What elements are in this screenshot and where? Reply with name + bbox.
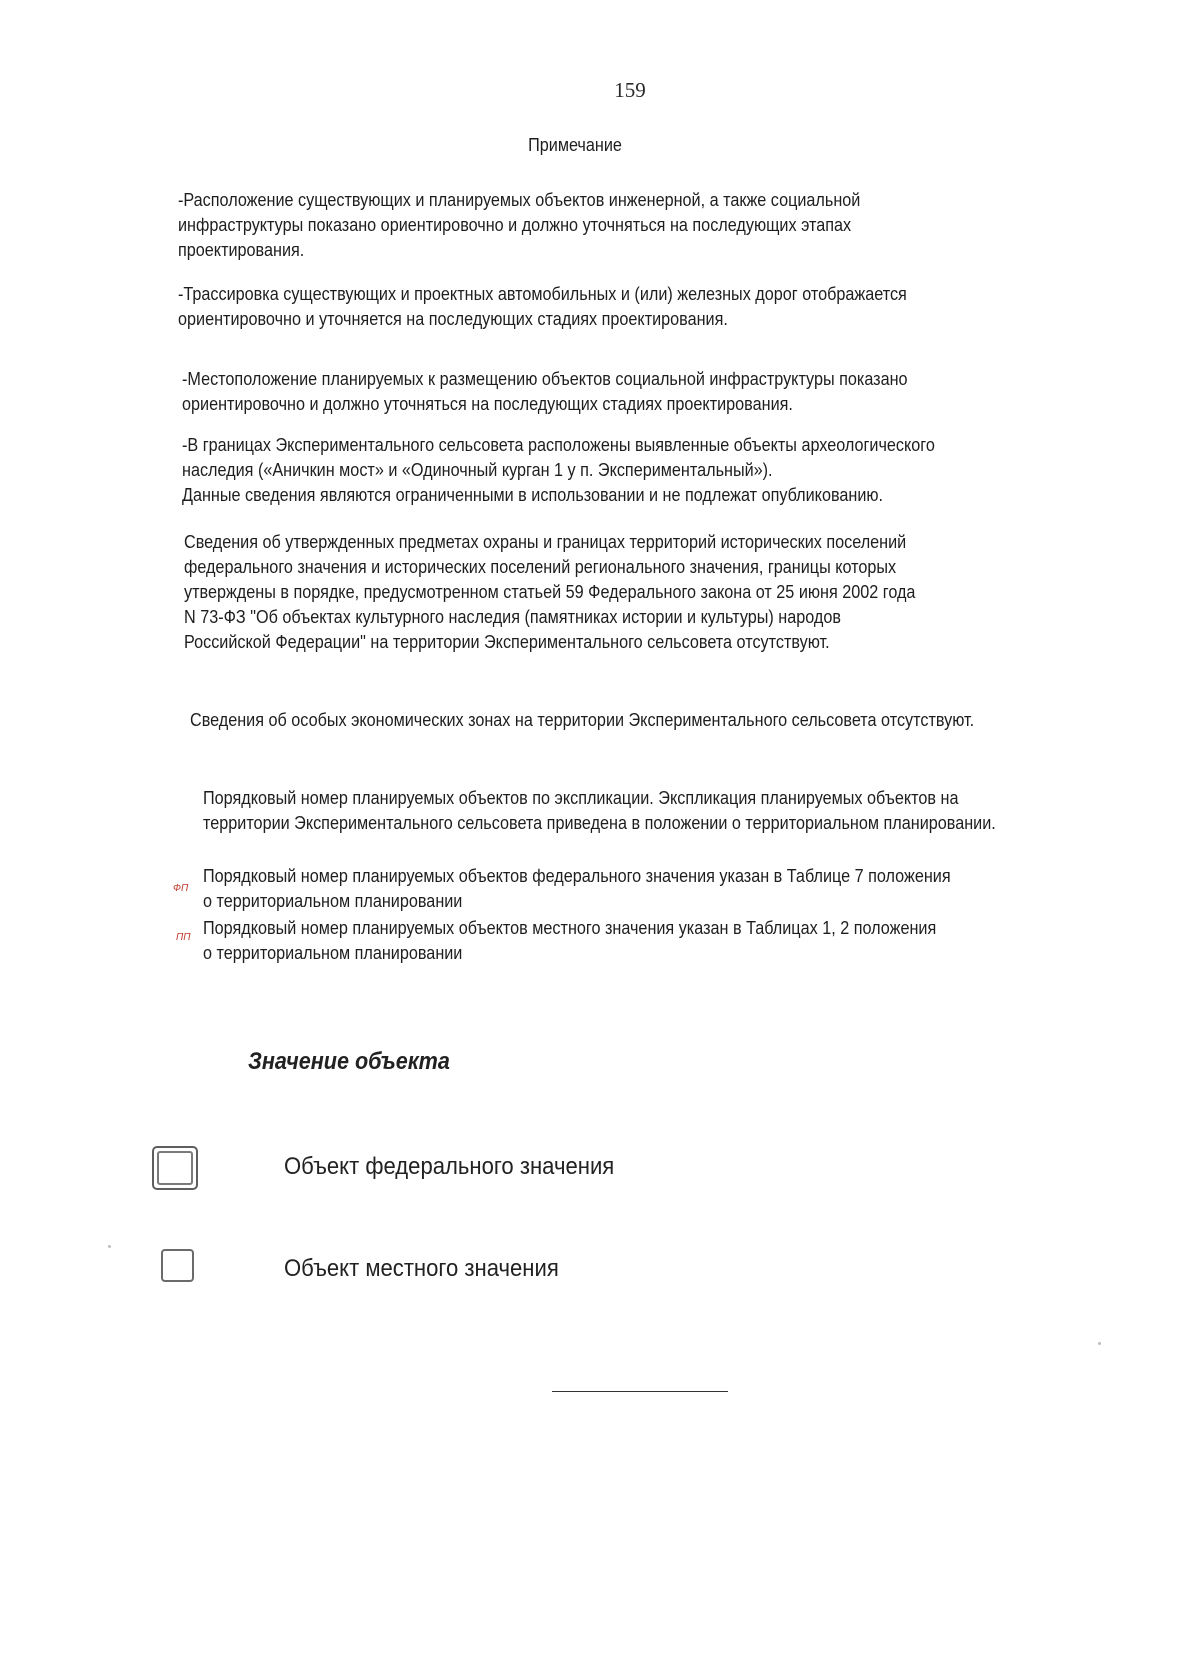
scan-speck bbox=[1098, 1342, 1101, 1345]
note-paragraph-historic-settlements: Сведения об утвержденных предметах охраны и границах территорий исторических поселений федерального значения и исторических поселений регионального значения, границы которых утверждены в порядке, предусмотренном статьей 59 Федерального закона от 25 июня 2002 года N 73-ФЗ "Об объектах культурного наследия (памятниках истории и культуры) народов Российской Федерации" на территории Экспериментального сельсовета отсутствуют. bbox=[184, 532, 916, 652]
footnote-marker-local: ПП bbox=[176, 932, 191, 943]
footnote-marker-federal: ФП bbox=[173, 883, 189, 894]
note-paragraph-archaeology: -В границах Экспериментального сельсовета расположены выявленные объекты археологического наследия («Аничкин мост» и «Одиночный курган 1 у п. Экспериментальный»). Данные сведения являются ограниченными в использовании и не подлежат опубликованию. bbox=[182, 435, 935, 505]
note-paragraph-local-numbering: Порядковый номер планируемых объектов местного значения указан в Таблицах 1, 2 положения о территориальном планировании bbox=[203, 918, 937, 963]
legend-title: Значение объекта bbox=[248, 1048, 450, 1075]
legend-swatch-federal bbox=[152, 1146, 198, 1190]
scan-speck bbox=[108, 1245, 111, 1248]
end-rule bbox=[552, 1391, 728, 1392]
note-paragraph-economic-zones: Сведения об особых экономических зонах на территории Экспериментального сельсовета отсутствуют. bbox=[190, 710, 975, 730]
note-paragraph-social: -Местоположение планируемых к размещению объектов социальной инфраструктуры показано ориентировочно и должно уточняться на последующих стадиях проектирования. bbox=[182, 369, 908, 414]
note-paragraph-federal-numbering: Порядковый номер планируемых объектов федерального значения указан в Таблице 7 положения о территориальном планировании bbox=[203, 866, 951, 911]
note-paragraph-explication: Порядковый номер планируемых объектов по экспликации. Экспликация планируемых объектов на территории Экспериментального сельсовета приведена в положении о территориальном планировании. bbox=[203, 788, 996, 833]
legend-label-federal: Объект федерального значения bbox=[284, 1153, 615, 1180]
note-paragraph-location: -Расположение существующих и планируемых объектов инженерной, а также социальной инфраструктуры показано ориентировочно и должно уточняться на последующих этапах проектирования. bbox=[178, 190, 861, 260]
note-title: Примечание bbox=[528, 135, 622, 155]
legend-swatch-local bbox=[161, 1249, 194, 1282]
note-paragraph-roads: -Трассировка существующих и проектных автомобильных и (или) железных дорог отображается ориентировочно и уточняется на последующих стадиях проектирования. bbox=[178, 284, 907, 329]
legend-label-local: Объект местного значения bbox=[284, 1255, 559, 1282]
page-number: 159 bbox=[614, 78, 646, 102]
